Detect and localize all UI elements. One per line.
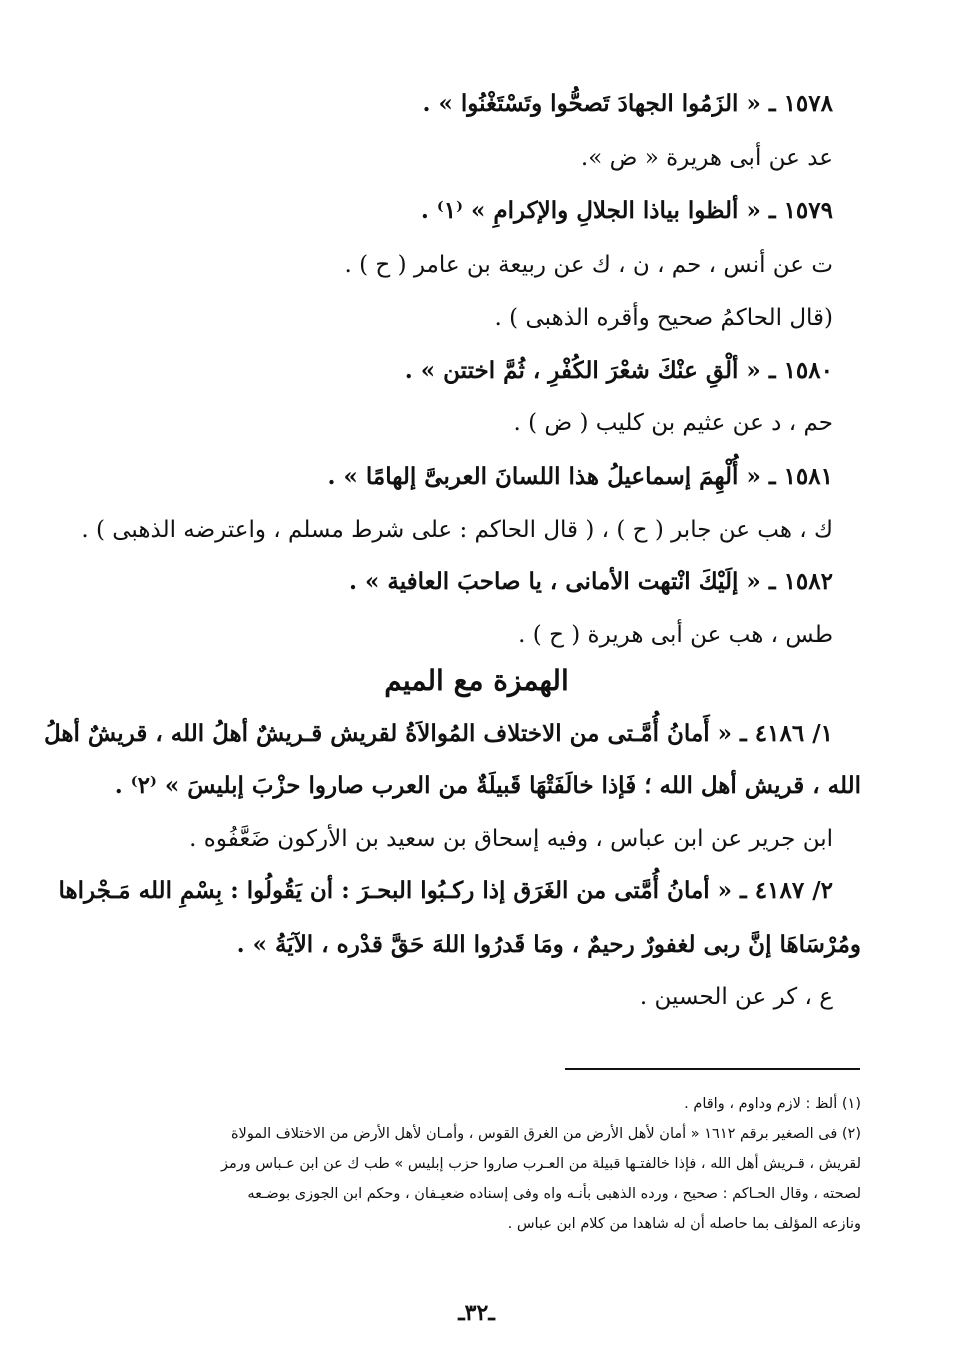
source-4187: ع ، كر عن الحسين . <box>639 984 833 1010</box>
page-number: ـ٣٢ـ <box>458 1300 495 1326</box>
footnote-2-line1: (٢) فى الصغير برقم ١٦١٢ « أمان لأهل الأرض من الغرق القوس ، وأمـان لأهل الأرض من الاختلاف المولاة <box>230 1126 861 1142</box>
footnote-2-line2: لقريش ، قـريش أهل الله ، فإذا خالفتـها قبيلة من العـرب صاروا حزب إبليس » طب ك عن ابن عـباس ورمز <box>221 1156 861 1172</box>
hadith-4187-line2: ومُرْسَاهَا إنَّ ربى لغفورٌ رحيمٌ ، ومَا قَدرُوا اللهَ حَقَّ قدْره ، الآيَةُ » . <box>236 931 861 958</box>
source-1580: حم ، د عن عثيم بن كليب ( ض ) . <box>513 410 833 436</box>
hadith-1581: ١٥٨١ ـ « أُلْهِمَ إسماعيلُ هذا اللسانَ العربىَّ إلهامًا » . <box>327 463 833 490</box>
hadith-4186-line2: الله ، قريش أهل الله ؛ فَإذا خالَفَتْهَا قَبيلَةٌ من العرب صاروا حزْبَ إبليسَ » ⁽٢⁾ . <box>114 772 861 799</box>
footnote-1: (١) ألظ : لازم وداوم ، واقام . <box>684 1096 861 1112</box>
hadith-4187-line1: ٢/ ٤١٨٧ ـ « أمانُ أُمَّتى من الغَرَق إذا ركـبُوا البحـرَ : أن يَقُولُوا : بِسْمِ الله مَـجْراها <box>58 877 833 904</box>
footnote-2-line4: ونازعه المؤلف بما حاصله أن له شاهدا من كلام ابن عباس . <box>507 1216 861 1232</box>
hadith-1579: ١٥٧٩ ـ « ألظوا بياذا الجلالِ والإكرامِ » ⁽١⁾ . <box>420 197 833 224</box>
source-1582: طس ، هب عن أبى هريرة ( ح ) . <box>518 622 833 648</box>
footnote-divider <box>565 1068 860 1070</box>
source-1579: ت عن أنس ، حم ، ن ، ك عن ربيعة بن عامر ( ح ) . <box>344 252 833 278</box>
source-1578: عد عن أبى هريرة « ض ». <box>580 145 833 171</box>
footnote-2-line3: لصحته ، وقال الحـاكم : صحيح ، ورده الذهبى بأنـه واه وفى إسناده ضعيـفان ، وحكم ابن الجوزى بوضـعه <box>247 1186 861 1202</box>
hadith-1580: ١٥٨٠ ـ « ألْقِ عنْكَ شعْرَ الكُفْرِ ، ثُمَّ اختتن » . <box>404 357 833 384</box>
source-1581: ك ، هب عن جابر ( ح ) ، ( قال الحاكم : على شرط مسلم ، واعترضه الذهبى ) . <box>81 517 833 543</box>
hadith-1578: ١٥٧٨ ـ « الزَمُوا الجهادَ تَصحُّوا وتَسْتَغْنُوا » . <box>422 90 833 117</box>
source-4186: ابن جرير عن ابن عباس ، وفيه إسحاق بن سعيد بن الأركون ضَعَّفُوه . <box>189 826 833 852</box>
note-1579: (قال الحاكمُ صحيح وأقره الذهبى ) . <box>494 305 833 331</box>
hadith-4186-line1: ١/ ٤١٨٦ ـ « أَمانُ أُمَّـتى من الاختلاف المُوالاَةُ لقريش قـريشٌ أهلُ الله ، قريشٌ أهلُ <box>43 720 833 747</box>
section-heading: الهمزة مع الميم <box>384 664 569 697</box>
hadith-1582: ١٥٨٢ ـ « إلَيْكَ انْتهت الأمانى ، يا صاحبَ العافية » . <box>349 568 833 595</box>
